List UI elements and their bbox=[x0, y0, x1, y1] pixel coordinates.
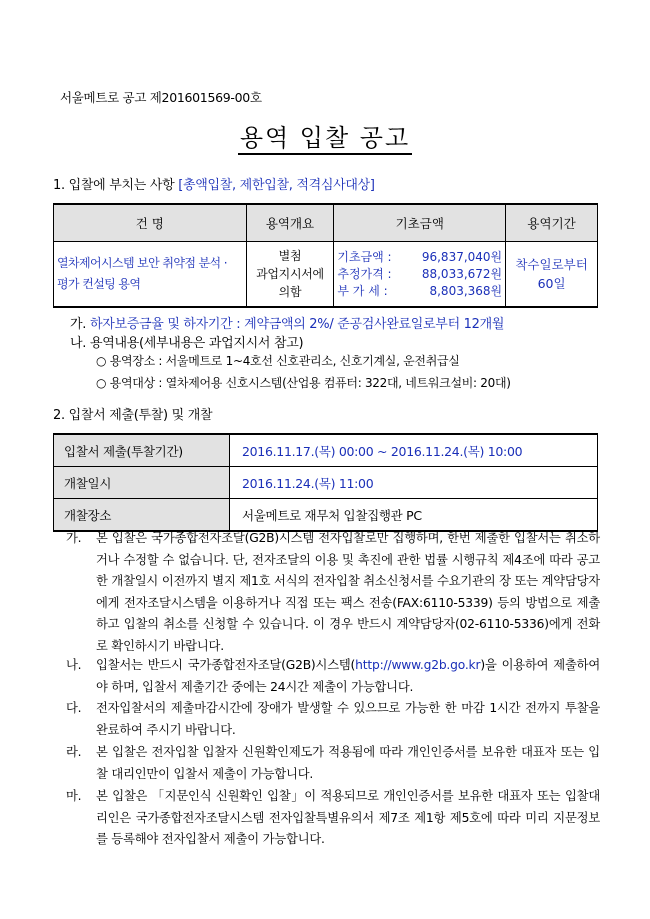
opening-date-label: 개찰일시 bbox=[54, 467, 230, 499]
table-row bbox=[54, 499, 598, 532]
sub-item-location-text: 용역장소 : 서울메트로 1~4호선 신호관리소, 신호기계실, 운전취급실 bbox=[109, 354, 460, 368]
notice-number: 서울메트로 공고 제201601569-00호 bbox=[60, 90, 262, 105]
opening-place-value: 서울메트로 재무처 입찰집행관 PC bbox=[230, 499, 598, 532]
vat-label: 부 가 세 : bbox=[337, 283, 388, 298]
paragraph-da bbox=[66, 698, 600, 741]
table-row bbox=[54, 434, 598, 467]
circle-bullet-icon: ○ bbox=[96, 354, 107, 368]
estimated-price-label: 추정가격 : bbox=[337, 266, 392, 281]
estimated-price-value: 88,033,672원 bbox=[421, 266, 503, 281]
paragraph-ga-mark: 가. bbox=[66, 531, 82, 545]
summary-line-1: 별첨 bbox=[278, 249, 302, 263]
paragraph-na-mark: 나. bbox=[66, 658, 82, 672]
period-line-1: 착수일로부터 bbox=[515, 257, 588, 272]
col-header-base-amount: 기초금액 bbox=[334, 204, 506, 242]
summary-cell bbox=[246, 242, 334, 308]
paragraph-na-text bbox=[66, 655, 600, 698]
service-name-cell bbox=[54, 242, 247, 308]
opening-place-label: 개찰장소 bbox=[54, 499, 230, 532]
item-na bbox=[70, 332, 303, 351]
service-name-line-1: 열차제어시스템 보안 취약점 분석 · bbox=[57, 256, 227, 270]
paragraph-ga-text: 본 입찰은 국가종합전자조달(G2B)시스템 전자입찰로만 집행하며, 한번 제출한 입찰서는 취소하거나 수정할 수 없습니다. 단, 전자조달의 이용 및 촉진에 관한 법률 시행규칙 제4조에 따라 공고한 개찰일시 이전까지 별지 제1호 서식의 전자입찰 취소신청서를 수요기관의 장 또는 계약담당자에게 전자조달시스템을 이용하거나 직접 또는 팩스 전송(FAX:6110-5339) 등의 방법으로 제출하고 입찰의 취소를 신청할 수 있습니다. 이 경우 반드시 계약담당자(02-6110-5336)에게 전화로 확인하시기 바랍니다. bbox=[96, 531, 600, 653]
paragraph-da-text: 전자입찰서의 제출마감시간에 장애가 발생할 수 있으므로 가능한 한 마감 1시간 전까지 투찰을 완료하여 주시기 바랍니다. bbox=[96, 701, 600, 737]
col-header-summary: 용역개요 bbox=[246, 204, 334, 242]
item-ga bbox=[70, 313, 504, 332]
estimated-price-row bbox=[337, 266, 502, 283]
submission-period-label: 입찰서 제출(투찰기간) bbox=[54, 434, 230, 467]
sub-item-location bbox=[96, 352, 460, 369]
col-header-period: 용역기간 bbox=[506, 204, 598, 242]
sub-item-target-text: 용역대상 : 열차제어용 신호시스템(산업용 컴퓨터: 322대, 네트워크설비: 20대) bbox=[109, 376, 511, 390]
summary-line-3: 의함 bbox=[278, 285, 302, 299]
vat-value: 8,803,368원 bbox=[429, 283, 503, 298]
period-cell bbox=[506, 242, 598, 308]
base-amount-label: 기초금액 : bbox=[337, 249, 392, 264]
section-1-label: 1. 입찰에 부치는 사항 bbox=[53, 178, 175, 193]
item-ga-text: 하자보증금율 및 하자기간 : 계약금액의 2%/ 준공검사완료일로부터 12개월 bbox=[89, 317, 505, 332]
section-1-heading bbox=[53, 174, 375, 193]
paragraph-ga bbox=[66, 528, 600, 657]
paragraph-na-before: 입찰서는 반드시 국가종합전자조달(G2B)시스템( bbox=[96, 658, 356, 672]
base-amount-row bbox=[337, 249, 502, 266]
service-table bbox=[53, 203, 598, 308]
paragraph-na-after: )을 이용하여 제출하여야 하며, 입찰서 제출기간 중에는 24시간 제출이 가능합니다. bbox=[96, 658, 601, 694]
paragraph-na bbox=[66, 655, 600, 698]
page-title bbox=[0, 118, 650, 153]
summary-line-2: 과업지시서에 bbox=[256, 267, 324, 281]
base-amount-value: 96,837,040원 bbox=[421, 249, 503, 264]
service-table-header bbox=[54, 204, 598, 242]
section-1-tags: [총액입찰, 제한입찰, 적격심사대상] bbox=[178, 178, 375, 193]
table-row bbox=[54, 467, 598, 499]
submission-period-value: 2016.11.17.(목) 00:00 ~ 2016.11.24.(목) 10:00 bbox=[230, 434, 598, 467]
table-row bbox=[54, 242, 598, 308]
opening-date-value: 2016.11.24.(목) 11:00 bbox=[230, 467, 598, 499]
section-2-heading: 2. 입찰서 제출(투찰) 및 개찰 bbox=[53, 408, 213, 423]
period-line-2: 60일 bbox=[537, 276, 566, 291]
paragraph-ra bbox=[66, 742, 600, 785]
paragraph-ma-mark: 마. bbox=[66, 789, 82, 803]
vat-row bbox=[337, 283, 502, 300]
title-text: 용역 입찰 공고 bbox=[238, 124, 412, 155]
sub-item-target bbox=[96, 374, 511, 391]
item-na-mark: 나. bbox=[70, 336, 87, 351]
paragraph-ra-mark: 라. bbox=[66, 745, 82, 759]
circle-bullet-icon: ○ bbox=[96, 376, 107, 390]
paragraph-ma bbox=[66, 786, 600, 851]
service-name-line-2: 평가 컨설팅 용역 bbox=[57, 277, 141, 291]
item-ga-mark: 가. bbox=[70, 317, 87, 332]
amount-cell bbox=[334, 242, 506, 308]
col-header-name: 건 명 bbox=[54, 204, 247, 242]
schedule-table bbox=[53, 433, 598, 532]
paragraph-da-mark: 다. bbox=[66, 701, 82, 715]
g2b-link[interactable]: http://www.g2b.go.kr bbox=[355, 658, 481, 672]
item-na-text: 용역내용(세부내용은 과업지시서 참고) bbox=[89, 336, 304, 351]
paragraph-ma-text: 본 입찰은 「지문인식 신원확인 입찰」이 적용되므로 개인인증서를 보유한 대표자 또는 입찰대리인은 국가종합전자조달시스템 전자입찰특별유의서 제7조 제1항 제5호에 따라 미리 지문정보를 등록해야 전자입찰서 제출이 가능합니다. bbox=[96, 789, 600, 846]
paragraph-ra-text: 본 입찰은 전자입찰 입찰자 신원확인제도가 적용됨에 따라 개인인증서를 보유한 대표자 또는 입찰 대리인만이 입찰서 제출이 가능합니다. bbox=[96, 745, 600, 781]
